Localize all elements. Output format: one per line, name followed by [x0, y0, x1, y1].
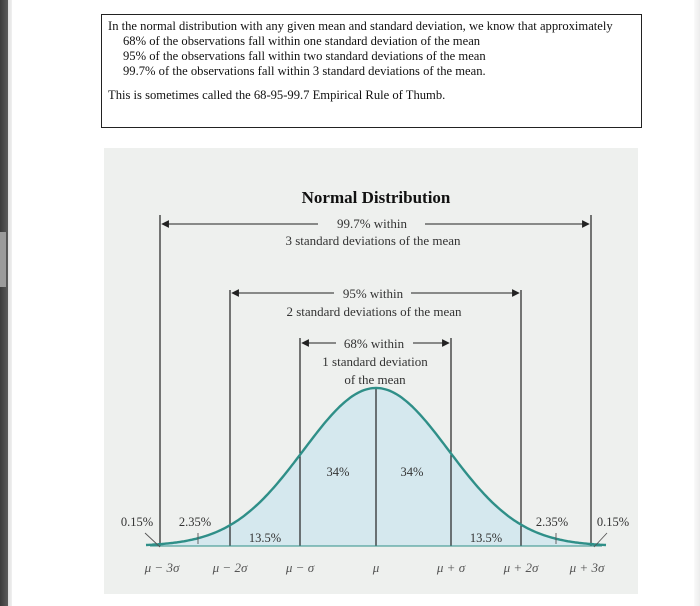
region-label-band-left-2: 2.35% — [178, 515, 212, 529]
empirical-rule-closing: This is sometimes called the 68-95-99.7 Empirical Rule of Thumb. — [108, 88, 446, 102]
region-label-band-right-1: 13.5% — [469, 531, 503, 545]
span-1sd-caption-2: of the mean — [344, 372, 406, 387]
span-1sd-percent: 68% within — [343, 336, 405, 351]
rule-68: 68% of the observations fall within one standard deviation of the mean — [123, 34, 481, 48]
region-label-center-left: 34% — [326, 465, 350, 479]
intro-lead: In the normal distribution with any given mean and standard deviation, we know that approximately — [108, 19, 613, 33]
span-2sd-caption: 2 standard deviations of the mean — [286, 304, 462, 319]
span-3sd-percent: 99.7% within — [336, 216, 408, 231]
axis-label-minus-3sd: μ − 3σ — [144, 560, 180, 575]
region-label-tail-right: 0.15% — [596, 515, 630, 529]
span-2sd-percent: 95% within — [342, 286, 404, 301]
span-3sd-caption: 3 standard deviations of the mean — [285, 233, 461, 248]
axis-label-group — [144, 560, 605, 575]
region-label-center-right: 34% — [400, 465, 424, 479]
axis-label-mean: μ — [372, 560, 380, 575]
axis-label-minus-1sd: μ − σ — [285, 560, 315, 575]
region-label-band-left-1: 13.5% — [248, 531, 282, 545]
axis-label-plus-1sd: μ + σ — [436, 560, 466, 575]
axis-label-minus-2sd: μ − 2σ — [212, 560, 248, 575]
span-1sd-caption-1: 1 standard deviation — [322, 354, 428, 369]
rule-95: 95% of the observations fall within two standard deviations of the mean — [123, 49, 486, 63]
region-label-tail-left: 0.15% — [120, 515, 154, 529]
figure-title: Normal Distribution — [301, 188, 451, 207]
rule-997: 99.7% of the observations fall within 3 standard deviations of the mean. — [123, 64, 486, 78]
region-label-band-right-2: 2.35% — [535, 515, 569, 529]
axis-label-plus-2sd: μ + 2σ — [503, 560, 539, 575]
axis-label-plus-3sd: μ + 3σ — [569, 560, 605, 575]
